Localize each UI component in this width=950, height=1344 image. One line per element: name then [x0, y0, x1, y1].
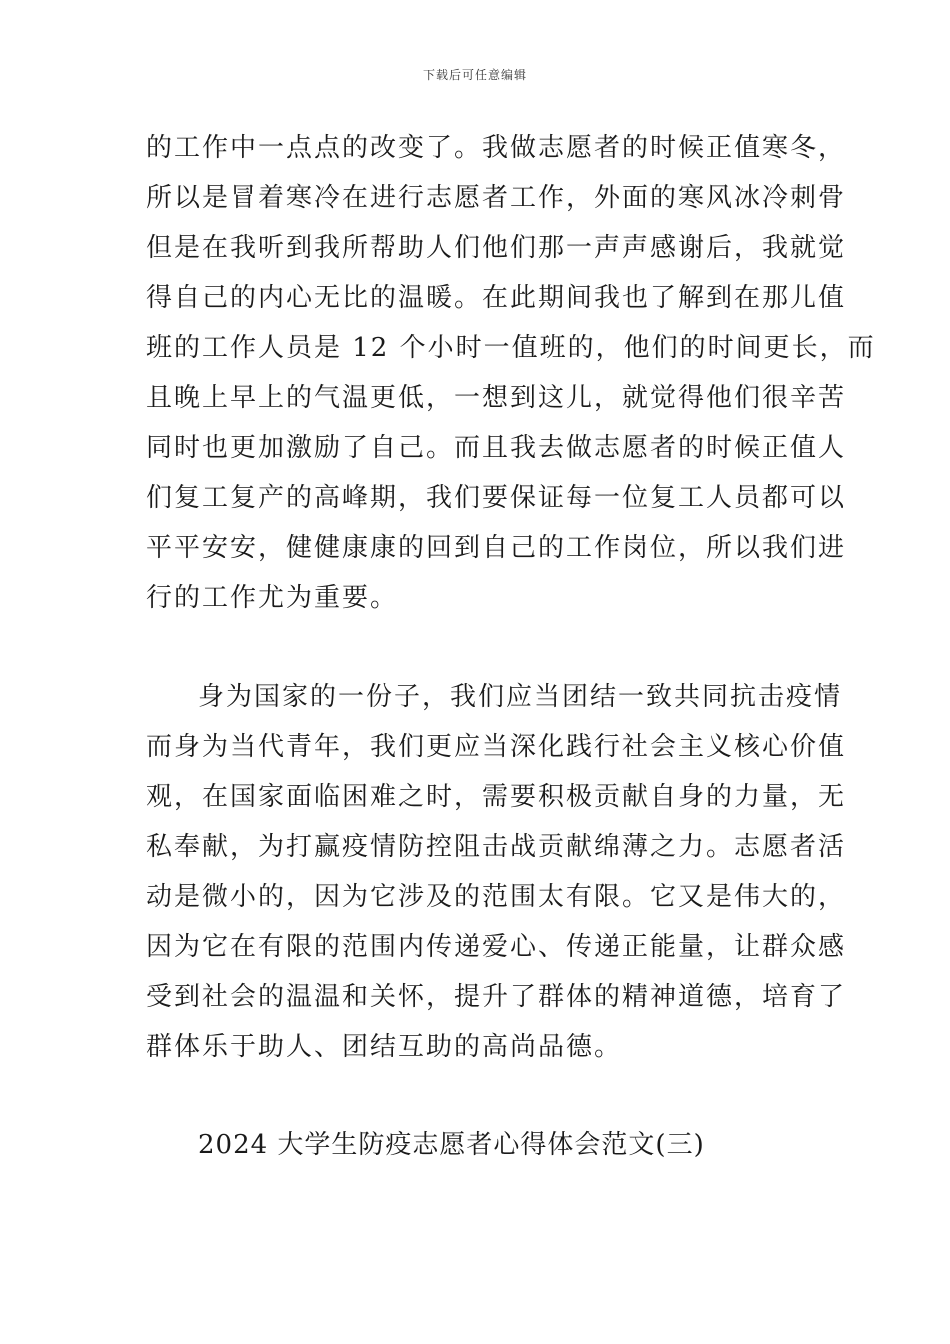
paragraph-line: 行的工作尤为重要。	[146, 583, 399, 613]
paragraph-line: 同时也更加激励了自己。而且我去做志愿者的时候正值人	[146, 433, 847, 463]
paragraph-line: 所以是冒着寒冷在进行志愿者工作，外面的寒风冰冷刺骨	[146, 183, 847, 213]
paragraph-line: 但是在我听到我所帮助人们他们那一声声感谢后，我就觉	[146, 233, 847, 263]
paragraph-line: 受到社会的温温和关怀，提升了群体的精神道德，培育了	[146, 982, 847, 1012]
paragraph-line: 们复工复产的高峰期，我们要保证每一位复工人员都可以	[146, 483, 847, 513]
paragraph-line: 群体乐于助人、团结互助的高尚品德。	[146, 1032, 623, 1062]
paragraph-line: 动是微小的，因为它涉及的范围太有限。它又是伟大的，	[146, 882, 847, 912]
paragraph-line: 且晚上早上的气温更低，一想到这儿，就觉得他们很辛苦	[146, 383, 847, 413]
paragraph-line: 平平安安，健健康康的回到自己的工作岗位，所以我们进	[146, 533, 847, 563]
paragraph-line: 而身为当代青年，我们更应当深化践行社会主义核心价值	[146, 732, 847, 762]
header-note: 下载后可任意编辑	[422, 68, 527, 82]
paragraph-line: 因为它在有限的范围内传递爱心、传递正能量，让群众感	[146, 932, 847, 962]
paragraph-line: 的工作中一点点的改变了。我做志愿者的时候正值寒冬，	[146, 133, 847, 163]
paragraph-line: 私奉献，为打赢疫情防控阻击战贡献绵薄之力。志愿者活	[146, 832, 847, 862]
paragraph-line: 得自己的内心无比的温暖。在此期间我也了解到在那儿值	[146, 283, 847, 313]
paragraph-line: 观，在国家面临困难之时，需要积极贡献自身的力量，无	[146, 782, 847, 812]
section-title: 2024 大学生防疫志愿者心得体会范文(三)	[198, 1130, 705, 1160]
paragraph-line: 班的工作人员是 12 个小时一值班的，他们的时间更长，而	[146, 333, 876, 363]
paragraph-line: 身为国家的一份子，我们应当团结一致共同抗击疫情	[198, 682, 843, 712]
